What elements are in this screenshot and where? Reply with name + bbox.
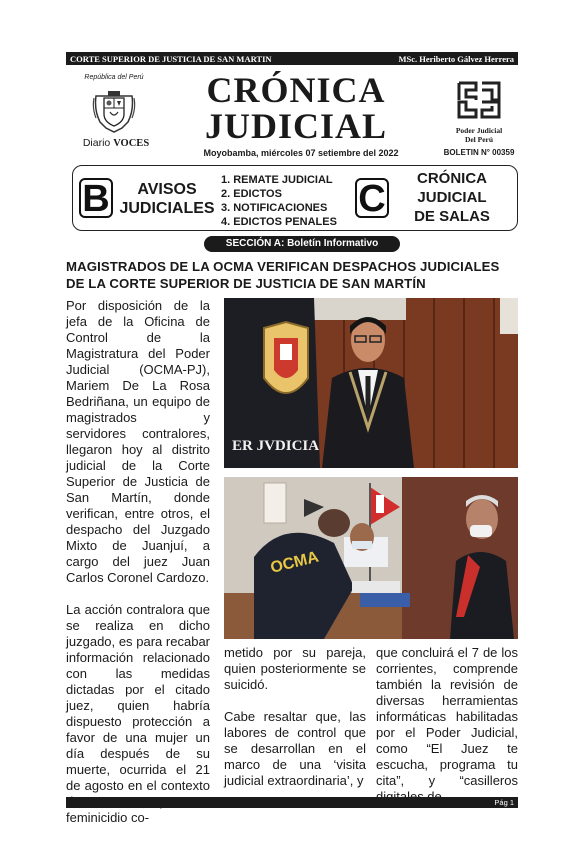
cronica-salas-title: CRÓNICA JUDICIAL DE SALAS bbox=[414, 170, 490, 225]
paragraph: Por disposición de la jefa de la Oficina de Control de la Magistratura del Poder Judicial (OCMA-PJ), Mariem De La Rosa Bedriñana, un equipo de magistrados y servidores contralores, llegaron hoy al distrito judicial de la Corte Superior de Justicia de San Martín, donde verifican, entre otros, el despacho del Juzgado Mixto de Juanjuí, a cargo del juez Juan Carlos Coronel Cardozo. bbox=[66, 298, 210, 585]
page-number: Pág 1 bbox=[494, 798, 514, 807]
paragraph: Cabe resaltar que, las labores de control que se desarrollan en el marco de una ‘visita judicial extraordinaria’, y bbox=[224, 709, 366, 788]
author-name: MSc. Heriberto Gálvez Herrera bbox=[398, 53, 514, 64]
article-column-3 bbox=[376, 645, 518, 821]
paragraph: que concluirá el 7 de los corrientes, comprende también la revisión de diversas herramientas informáticas habilitadas por el Poder Judicial, como “El Juez te escucha, programa tu cita”, y “casilleros bbox=[376, 645, 518, 788]
footer-bar bbox=[66, 797, 518, 808]
diario-voces-label: Diario VOCES bbox=[82, 137, 150, 149]
paragraph: metido por su pareja, quien posteriormente se suicidó. bbox=[224, 645, 366, 692]
photo-magistrate bbox=[224, 298, 518, 468]
section-label: SECCIÓN A: Boletín Informativo bbox=[204, 236, 400, 252]
vest-text: OCMA bbox=[268, 548, 321, 577]
boletin-number: BOLETIN N° 00359 bbox=[443, 148, 515, 157]
coat-of-arms-icon bbox=[92, 88, 136, 134]
poder-judicial-text: Poder Judicial Del Perú bbox=[455, 126, 503, 144]
list-item: 4. EDICTOS PENALES bbox=[221, 216, 337, 228]
article-column-1 bbox=[66, 298, 210, 842]
section-c-letter: C bbox=[355, 178, 389, 218]
list-item: 2. EDICTOS bbox=[221, 188, 282, 200]
header-bar bbox=[66, 52, 518, 65]
avisos-judiciales-title: AVISOS JUDICIALES bbox=[119, 181, 215, 217]
poder-judicial-emblem-icon bbox=[456, 80, 502, 120]
masthead-line1: CRÓNICA bbox=[206, 70, 386, 110]
photo-inspection bbox=[224, 477, 518, 639]
diario-voces-logo bbox=[74, 72, 154, 152]
poder-judicial-logo bbox=[438, 80, 520, 160]
court-name: CORTE SUPERIOR DE JUSTICIA DE SAN MARTIN bbox=[70, 53, 272, 64]
paragraph: La acción contralora que se realiza en dicho juzgado, es para recabar información relacionado con las medidas dictadas por el citado juez, quien habría dispuesto protección a favor de una mujer un día después de su muerte, ocurrida el 21 de agosto en el contexto feminicidio co- bbox=[66, 602, 210, 825]
caption-text: ER JVDICIA bbox=[232, 438, 320, 454]
avisos-list bbox=[221, 173, 337, 229]
sections-banner bbox=[72, 165, 518, 231]
list-item: 3. NOTIFICACIONES bbox=[221, 202, 328, 214]
masthead-line2: JUDICIAL bbox=[204, 106, 388, 146]
newspaper-masthead bbox=[196, 72, 396, 144]
article-column-2 bbox=[224, 645, 366, 805]
list-item: 1. REMATE JUDICIAL bbox=[221, 174, 333, 186]
article-headline: MAGISTRADOS DE LA OCMA VERIFICAN DESPACHOS JUDICIALES DE LA CORTE SUPERIOR DE JUSTICIA DE SAN MARTÍN bbox=[66, 259, 500, 291]
dateline: Moyobamba, miércoles 07 setiembre del 2022 bbox=[203, 148, 399, 158]
section-b-letter: B bbox=[79, 178, 113, 218]
republic-label: República del Perú bbox=[84, 74, 144, 81]
